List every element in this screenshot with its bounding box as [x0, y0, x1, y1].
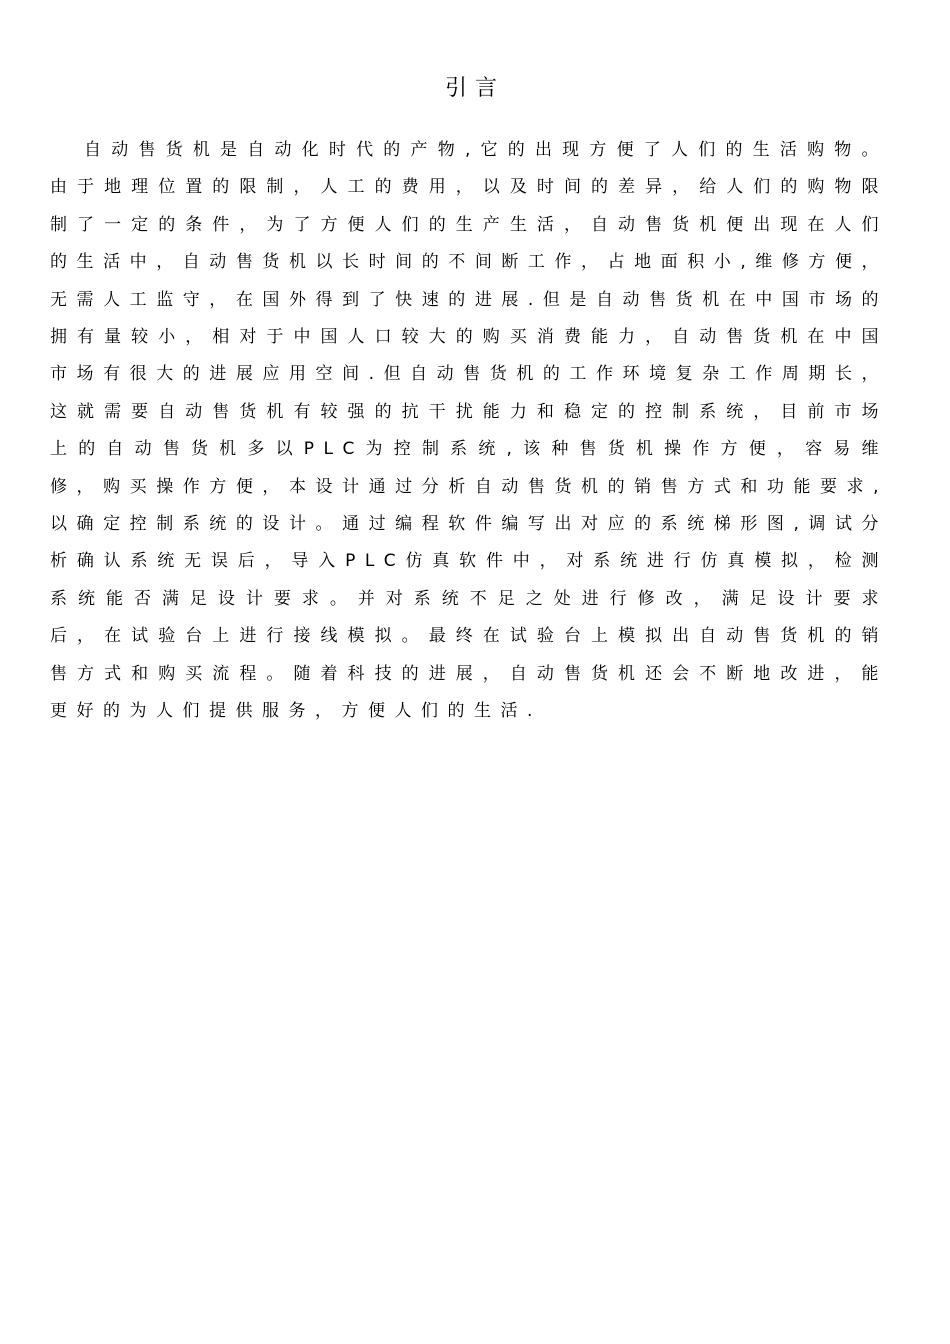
- body-paragraph: 自动售货机是自动化时代的产物,它的出现方便了人们的生活购物。由于地理位置的限制，人工的费用，以及时间的差异，给人们的购物限制了一定的条件，为了方便人们的生产生活，自动售货机便出现在人们的生活中，自动售货机以长时间的不间断工作，占地面积小,维修方便，无需人工监守，在国外得到了快速的进展.但是自动售货机在中国市场的拥有量较小，相对于中国人口较大的购买消费能力，自动售货机在中国市场有很大的进展应用空间.但自动售货机的工作环境复杂工作周期长，这就需要自动售货机有较强的抗干扰能力和稳定的控制系统，目前市场上的自动售货机多以PLC为控制系统,该种售货机操作方便，容易维修，购买操作方便，本设计通过分析自动售货机的销售方式和功能要求,以确定控制系统的设计。通过编程软件编写出对应的系统梯形图,调试分析确认系统无误后，导入PLC仿真软件中，对系统进行仿真模拟，检测系统能否满足设计要求。并对系统不足之处进行修改，满足设计要求后，在试验台上进行接线模拟。最终在试验台上模拟出自动售货机的销售方式和购买流程。随着科技的进展，自动售货机还会不断地改进，能更好的为人们提供服务，方便人们的生活.: [50, 140, 888, 722]
- page-title: 引言: [444, 76, 505, 101]
